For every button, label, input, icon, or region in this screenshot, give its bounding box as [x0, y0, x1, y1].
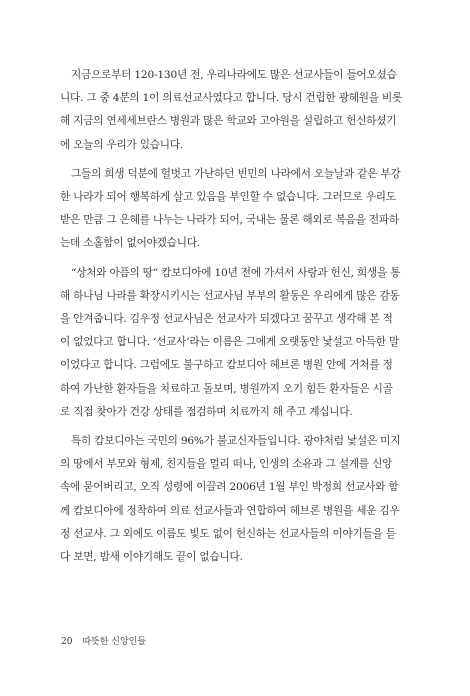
text-line: 그들의 희생 덕분에 헐벗고 가난하던 빈민의 나라에서 오늘날과 같은 부강	[71, 167, 401, 180]
text-line: 의 땅에서 부모와 형제, 친지들을 멀리 떠나, 인생의 소유과 그 설계를 신앙	[60, 458, 393, 471]
paragraph-4	[60, 430, 410, 569]
text-line: 한 나라가 되어 행복하게 살고 있음을 부인할 수 없습니다. 그러므로 우리도	[60, 191, 396, 204]
text-line: 로 직접 찾아가 건강 상태를 점검하며 치료까지 해 주고 계십니다.	[60, 405, 353, 418]
text-line: 속에 묻어버리고, 오직 성령에 이끌려 2006년 1월 부인 박정희 선교사와 함	[60, 481, 399, 494]
text-line: 는데 소홀함이 없어야겠습니다.	[60, 237, 200, 250]
text-line: 이었다고 합니다. 그럼에도 불구하고 캄보디아 헤브론 병원 안에 거처를 정	[60, 359, 393, 372]
page-number: 20	[61, 637, 73, 647]
running-book-title: 따뜻한 신앙인들	[82, 637, 147, 647]
page-footer	[61, 634, 146, 647]
text-line: 받은 만큼 그 은혜를 나누는 나라가 되어, 국내는 물론 해외로 복음을 전파하	[60, 214, 400, 227]
text-line: 니다. 그 중 4분의 1이 의료선교사였다고 합니다. 당시 건립한 광혜원을 비롯	[60, 92, 403, 105]
text-line: 해 지금의 연세세브란스 병원과 많은 학교와 고아원을 설립하고 헌신하셨기	[60, 115, 397, 128]
text-line: 에 오늘의 우리가 있습니다.	[60, 138, 184, 151]
text-line: “상처와 아픔의 땅” 캄보디아에 10년 전에 가셔서 사랑과 헌신, 희생을 통	[71, 266, 401, 279]
text-line: 하여 가난한 환자들을 치료하고 돌보며, 병원까지 오기 힘든 환자들은 시골	[60, 382, 393, 395]
paragraph-1	[60, 64, 410, 157]
paragraph-3	[60, 262, 410, 424]
paragraph-2	[60, 163, 410, 256]
text-line: 이 없었다고 합니다. ‘선교사’라는 이름은 그에게 오랫동안 낯설고 아득한 말	[60, 336, 400, 349]
body-text	[60, 64, 410, 575]
text-line: 께 캄보디아에 정착하여 의료 선교사들과 연합하여 헤브론 병원을 세운 김우	[60, 504, 400, 517]
text-line: 다 보면, 밤새 이야기해도 끝이 없습니다.	[60, 551, 243, 564]
text-line: 을 안겨줍니다. 김우정 선교사님은 선교사가 되겠다고 꿈꾸고 생각해 본 적	[60, 313, 393, 326]
text-line: 특히 캄보디아는 국민의 96%가 불교신자들입니다. 광야처럼 낯설은 미지	[71, 435, 401, 448]
text-line: 정 선교사. 그 외에도 이름도 빛도 없이 헌신하는 선교사들의 이야기들을 듣	[60, 527, 396, 540]
text-line: 지금으로부터 120-130년 전, 우리나라에도 많은 선교사들이 들어오셨습	[71, 69, 397, 81]
text-line: 해 하나님 나라를 확장시키시는 선교사님 부부의 활동은 우리에게 많은 감동	[60, 289, 400, 302]
